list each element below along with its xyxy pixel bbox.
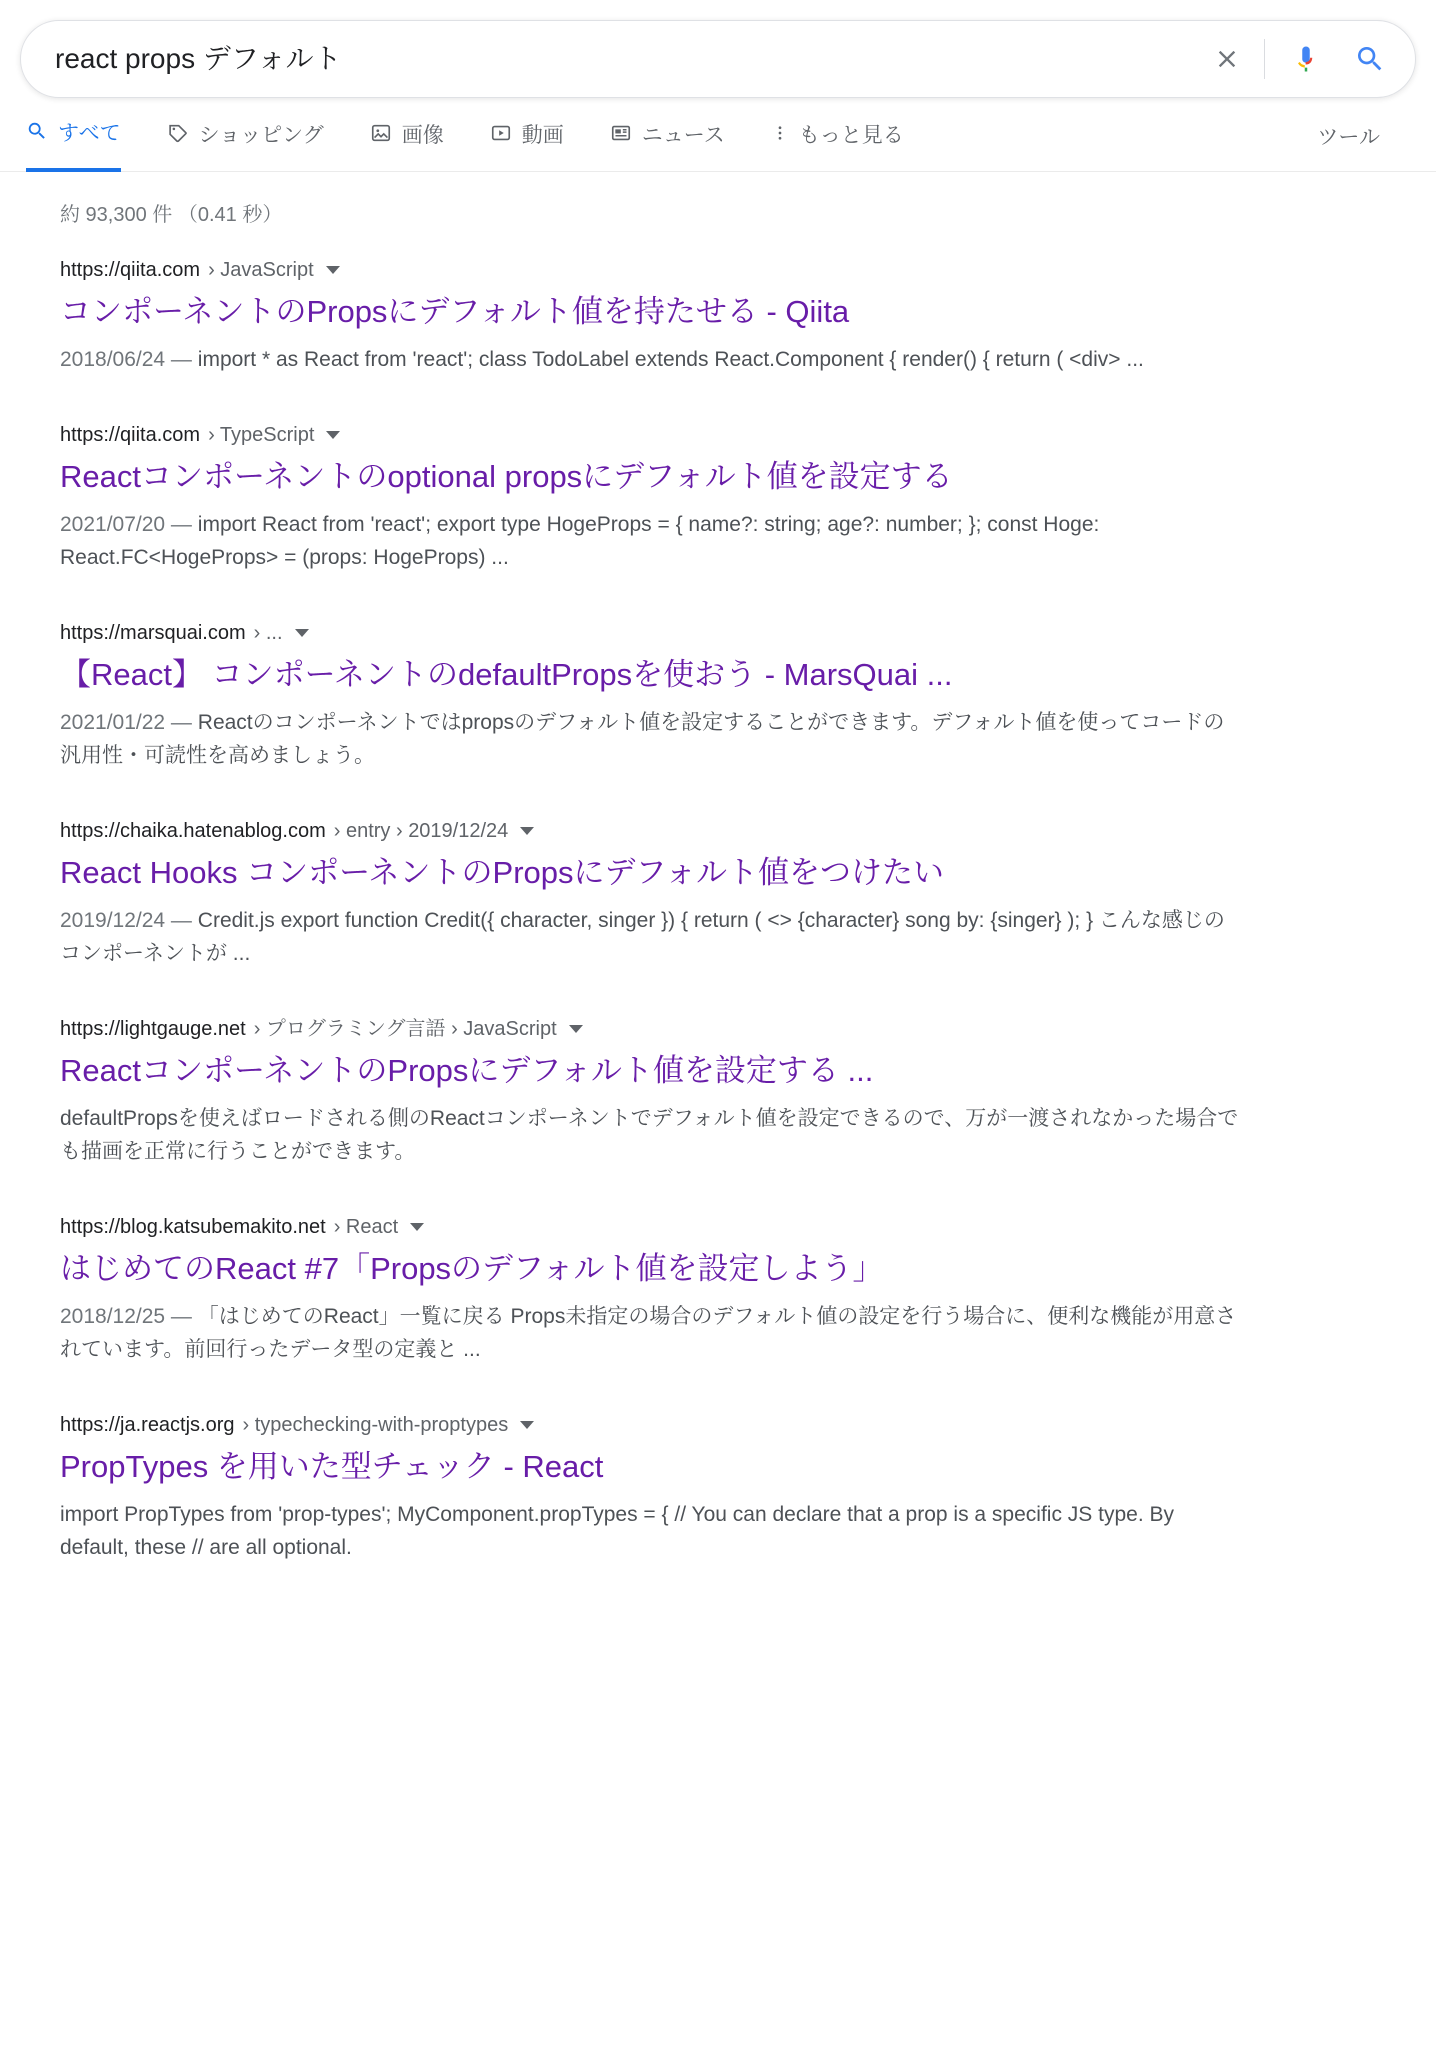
result-crumbs: › プログラミング言語 › JavaScript — [253, 1018, 557, 1040]
result-snippet-text: 「はじめてのReact」一覧に戻る Props未指定の場合のデフォルト値の設定を行う場合に、便利な機能が用意されています。前回行ったデータ型の定義と ... — [60, 1305, 1237, 1361]
result-date: 2019/12/24 — — [60, 909, 198, 932]
result-snippet-text: Reactのコンポーネントではpropsのデフォルト値を設定することができます。デフォルト値を使ってコードの汎用性・可読性を高めましょう。 — [60, 711, 1225, 767]
tab-all[interactable] — [26, 120, 121, 172]
chevron-down-icon[interactable] — [295, 629, 309, 637]
tab-label: もっと見る — [798, 123, 904, 147]
result-domain: https://qiita.com — [60, 259, 201, 281]
tab-news[interactable] — [610, 122, 725, 170]
result-url[interactable] — [60, 1016, 1260, 1042]
tab-label: 画像 — [401, 123, 444, 147]
search-submit-button[interactable] — [1347, 36, 1393, 82]
search-result — [60, 422, 1260, 574]
search-header — [0, 0, 1436, 98]
result-title[interactable]: はじめてのReact #7「Propsのデフォルト値を設定しよう」 — [60, 1251, 884, 1286]
chevron-down-icon[interactable] — [520, 1421, 534, 1429]
search-tabs — [0, 98, 1436, 172]
chevron-down-icon[interactable] — [410, 1223, 424, 1231]
clear-search-button[interactable] — [1204, 36, 1250, 82]
tab-label: ショッピング — [198, 123, 324, 147]
tools-button[interactable]: ツール — [1317, 125, 1380, 149]
search-result — [60, 818, 1260, 970]
tab-videos[interactable] — [490, 122, 564, 170]
more-vertical-icon — [771, 122, 789, 150]
search-icon — [26, 120, 48, 148]
result-title[interactable]: コンポーネントのPropsにデフォルト値を持たせる - Qiita — [60, 294, 850, 329]
result-url[interactable] — [60, 422, 1260, 448]
result-snippet — [60, 508, 1240, 574]
result-snippet — [60, 904, 1240, 970]
result-domain: https://marsquai.com — [60, 622, 246, 644]
result-url[interactable] — [60, 1214, 1260, 1240]
chevron-down-icon[interactable] — [326, 431, 340, 439]
result-domain: https://ja.reactjs.org — [60, 1414, 235, 1436]
image-icon — [370, 122, 392, 150]
result-crumbs: › entry › 2019/12/24 — [333, 820, 509, 842]
search-result — [60, 1214, 1260, 1366]
search-input[interactable] — [53, 40, 1204, 78]
result-snippet — [60, 1102, 1240, 1168]
result-url[interactable] — [60, 1412, 1260, 1438]
result-snippet-text: import * as React from 'react'; class TodoLabel extends React.Component { render() { return ( <div> ... — [197, 348, 1144, 371]
tab-shopping[interactable] — [167, 122, 324, 170]
search-divider — [1264, 39, 1265, 79]
chevron-down-icon[interactable] — [569, 1025, 583, 1033]
result-date: 2018/12/25 — — [60, 1305, 198, 1328]
result-url[interactable] — [60, 818, 1260, 844]
result-date: 2021/01/22 — — [60, 711, 198, 734]
result-url[interactable] — [60, 257, 1260, 283]
search-result — [60, 1016, 1260, 1168]
result-date: 2018/06/24 — — [60, 348, 198, 371]
result-domain: https://chaika.hatenablog.com — [60, 820, 326, 842]
tab-images[interactable] — [370, 122, 444, 170]
result-url[interactable] — [60, 620, 1260, 646]
result-crumbs: › React — [333, 1216, 399, 1238]
search-result — [60, 1412, 1260, 1564]
result-title[interactable]: PropTypes を用いた型チェック - React — [60, 1449, 604, 1484]
result-snippet — [60, 706, 1240, 772]
tab-label: すべて — [58, 122, 121, 145]
search-result — [60, 257, 1260, 376]
tag-icon — [167, 122, 189, 150]
result-title[interactable]: ReactコンポーネントのPropsにデフォルト値を設定する ... — [60, 1053, 874, 1088]
tab-label: ニュース — [641, 123, 725, 147]
chevron-down-icon[interactable] — [326, 266, 340, 274]
result-domain: https://lightgauge.net — [60, 1018, 246, 1040]
video-icon — [490, 122, 512, 150]
result-title[interactable]: Reactコンポーネントのoptional propsにデフォルト値を設定する — [60, 459, 953, 494]
result-domain: https://qiita.com — [60, 424, 201, 446]
tab-more[interactable] — [771, 122, 904, 170]
result-crumbs: › ... — [253, 622, 283, 644]
search-box[interactable] — [20, 20, 1416, 98]
result-crumbs: › TypeScript — [208, 424, 315, 446]
tab-label: 動画 — [521, 123, 564, 147]
microphone-icon[interactable] — [1283, 36, 1329, 82]
result-crumbs: › typechecking-with-proptypes — [242, 1414, 509, 1436]
result-snippet — [60, 1300, 1240, 1366]
search-result — [60, 620, 1260, 772]
result-snippet-text: defaultPropsを使えばロードされる側のReactコンポーネントでデフォルト値を設定できるので、万が一渡されなかった場合でも描画を正常に行うことができます。 — [60, 1107, 1239, 1163]
chevron-down-icon[interactable] — [520, 827, 534, 835]
search-results — [0, 198, 1320, 1564]
news-icon — [610, 122, 632, 150]
result-title[interactable]: 【React】 コンポーネントのdefaultPropsを使おう - MarsQuai ... — [60, 657, 953, 692]
result-date: 2021/07/20 — — [60, 513, 198, 536]
result-domain: https://blog.katsubemakito.net — [60, 1216, 326, 1238]
result-stats: 約 93,300 件 （0.41 秒） — [60, 204, 283, 226]
result-title[interactable]: React Hooks コンポーネントのPropsにデフォルト値をつけたい — [60, 855, 944, 890]
result-snippet-text: import PropTypes from 'prop-types'; MyComponent.propTypes = { // You can declare that a prop is a specific JS type. By default, these // are all optional. — [60, 1503, 1174, 1559]
result-snippet-text: import React from 'react'; export type HogeProps = { name?: string; age?: number; }; const Hoge: React.FC<HogeProps> = (props: HogeProps) ... — [60, 513, 1100, 569]
result-snippet — [60, 1498, 1240, 1564]
result-crumbs: › JavaScript — [208, 259, 314, 281]
result-snippet — [60, 343, 1240, 376]
result-snippet-text: Credit.js export function Credit({ character, singer }) { return ( <> {character} song by: {singer} ); } こんな感じのコンポーネントが ... — [60, 909, 1225, 965]
